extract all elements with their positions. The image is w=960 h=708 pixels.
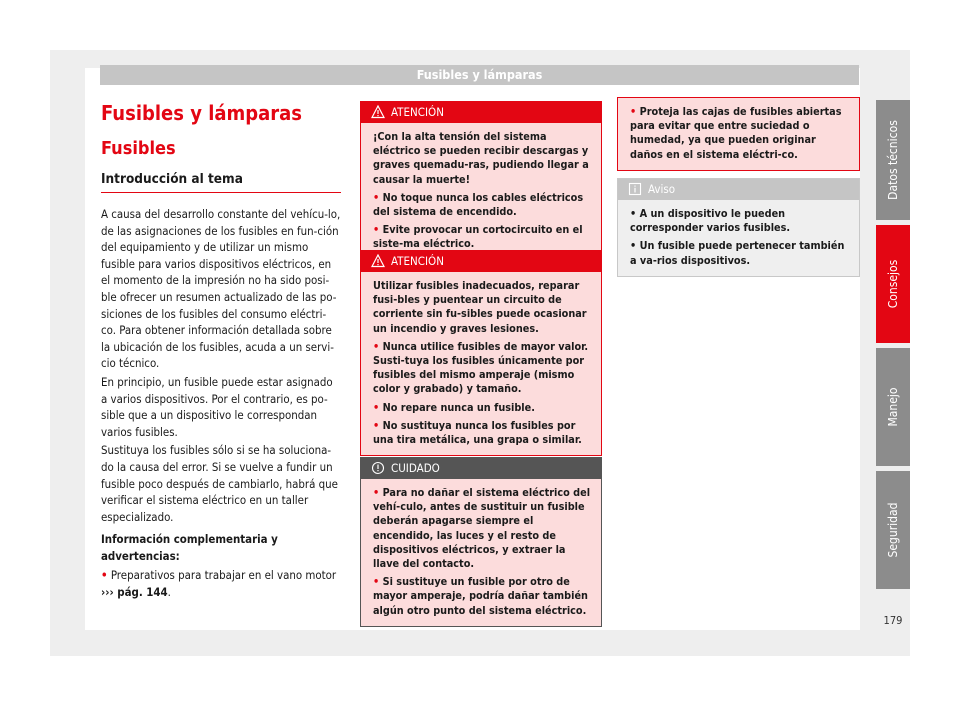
warning-body xyxy=(361,123,601,260)
caution-body xyxy=(361,479,601,626)
bullet-dot-icon: • xyxy=(373,223,380,237)
bullet-item xyxy=(101,567,341,600)
caution-title: CUIDADO xyxy=(391,461,440,475)
info-circle-icon xyxy=(371,461,385,475)
bullet-dot-icon: • xyxy=(373,575,380,589)
subsection-title: Introducción al tema xyxy=(101,170,341,193)
page-link[interactable]: ››› pág. 144 xyxy=(101,585,168,600)
caution-item: • Si sustituye un fusible por otro de mayor amperaje, podría dañar también algún otro punto del sistema eléctrico. xyxy=(373,575,588,617)
warning-intro: ¡Con la alta tensión del sistema eléctrico se pueden recibir descargas y graves quemadu-ras, pudiendo llegar a causar la muerte! xyxy=(373,130,589,186)
page-number: 179 xyxy=(883,614,903,627)
paragraph-3: Sustituya los fusibles sólo si se ha soluciona-do la causa del error. Si se vuelve a fundir un fusible poco después de cambiarlo, habrá que verificar el sistema eléctrico en un taller especializado. xyxy=(101,443,338,524)
bullet-dot-icon: • xyxy=(373,339,380,353)
warning-item: • No repare nunca un fusible. xyxy=(373,400,535,414)
warning-item: • Evite provocar un cortocircuito en el siste-ma eléctrico. xyxy=(373,223,583,251)
paragraph-1: A causa del desarrollo constante del vehícu-lo, de las asignaciones de los fusibles en fun-ción del equipamiento y de utilizar un mismo fusible para varios dispositivos eléctricos, en el momento de la impresión no ha sido posi-ble ofrecer un resumen actualizado de las po-siciones de los fusibles del consumo eléctri-co. Para obtener información detallada sobre la ubicación de los fusibles, acuda a un servi-cio técnico. xyxy=(101,207,341,371)
warning-box-1 xyxy=(360,101,602,261)
warning-header xyxy=(361,251,601,272)
warning-intro: Utilizar fusibles inadecuados, reparar fusi-bles y puentear un circuito de corriente sin fu-sibles puede ocasionar un incendio y graves lesiones. xyxy=(373,279,587,335)
bullet-dot-icon: • xyxy=(373,418,380,432)
tab-datos-tecnicos[interactable]: Datos técnicos xyxy=(876,100,910,220)
tab-seguridad[interactable]: Seguridad xyxy=(876,471,910,589)
caution-continued-body xyxy=(618,98,859,170)
paragraph-4: Información complementaria y advertencias: xyxy=(101,532,278,563)
warning-title: ATENCIÓN xyxy=(391,254,444,268)
note-item: • Un fusible puede pertenecer también a va-rios dispositivos. xyxy=(630,239,845,267)
bullet-dot-icon: • xyxy=(630,207,637,220)
warning-body xyxy=(361,272,601,455)
caution-header xyxy=(361,458,601,479)
note-header xyxy=(618,179,859,200)
tab-consejos[interactable]: Consejos xyxy=(876,225,910,343)
warning-triangle-icon xyxy=(371,105,385,119)
caution-item: • Para no dañar el sistema eléctrico del vehí-culo, antes de sustituir un fusible deberán apagarse siempre el encendido, las luces y el resto de dispositivos eléctricos, y extraer la llave del contacto. xyxy=(373,486,591,571)
caution-item: • Proteja las cajas de fusibles abiertas para evitar que entre suciedad o humedad, ya que pueden originar daños en el sistema eléctri-co. xyxy=(630,105,842,161)
warning-title: ATENCIÓN xyxy=(391,105,444,119)
main-column xyxy=(101,100,341,601)
chapter-title: Fusibles y lámparas xyxy=(101,101,302,125)
warning-item: • Nunca utilice fusibles de mayor valor. Susti-tuya los fusibles únicamente por fusibles del mismo amperaje (mismo color y grabado) y tamaño. xyxy=(373,339,589,396)
caution-continued-box xyxy=(617,97,860,171)
paragraph-2: En principio, un fusible puede estar asignado a varios dispositivos. Por el contrario, es po-sible que a un dispositivo le correspondan varios fusibles. xyxy=(101,374,333,439)
note-title: Aviso xyxy=(648,182,676,196)
bullet-dot-icon: • xyxy=(373,190,380,204)
section-title: Fusibles xyxy=(101,138,176,159)
warning-header xyxy=(361,102,601,123)
tab-manejo[interactable]: Manejo xyxy=(876,348,910,466)
warning-box-2 xyxy=(360,250,602,456)
bullet-dot-icon: • xyxy=(630,105,637,118)
bullet-dot-icon: • xyxy=(630,239,637,253)
warning-item: • No toque nunca los cables eléctricos del sistema de encendido. xyxy=(373,190,584,219)
bullet-end: . xyxy=(167,585,171,600)
caution-box xyxy=(360,457,602,627)
bullet-dot-icon: • xyxy=(101,568,108,583)
warning-triangle-icon xyxy=(371,254,385,268)
warning-item: • No sustituya nunca los fusibles por una tira metálica, una grapa o similar. xyxy=(373,418,582,447)
running-header: Fusibles y lámparas xyxy=(100,65,859,85)
info-square-icon xyxy=(628,182,642,196)
bullet-text: Preparativos para trabajar en el vano motor xyxy=(110,568,337,583)
note-box xyxy=(617,178,860,277)
bullet-dot-icon: • xyxy=(373,400,380,414)
note-body xyxy=(618,200,859,276)
bullet-dot-icon: • xyxy=(373,486,380,499)
note-item: • A un dispositivo le pueden corresponder varios fusibles. xyxy=(630,207,791,235)
